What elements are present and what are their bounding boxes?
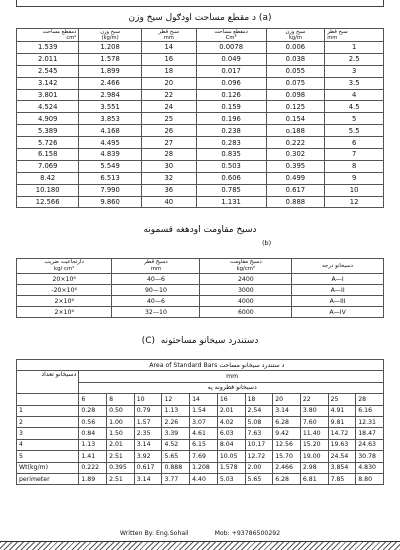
table-cell: 3.142 — [17, 77, 79, 89]
footer — [0, 530, 400, 537]
table-cell: 40—6 — [112, 274, 200, 285]
table-row — [17, 77, 384, 89]
table-cell: 1.41 — [79, 451, 107, 462]
table-cell: 24 — [141, 101, 196, 113]
table-row — [17, 101, 384, 113]
header-en: Area of Standard Bars — [79, 360, 217, 371]
table-cell: 32—10 — [112, 307, 200, 318]
table-cell: 7.990 — [79, 184, 141, 196]
bar-strength-table — [16, 258, 384, 318]
table-cell: 8 — [325, 160, 384, 172]
table-cell: 10.17 — [245, 439, 273, 450]
table-cell: 4.02 — [217, 416, 245, 427]
table-cell: 7.60 — [300, 416, 328, 427]
table-row — [17, 172, 384, 184]
diameter-cell: 8 — [107, 394, 135, 405]
table-cell: 1.208 — [79, 42, 141, 54]
table-cell: 7.069 — [17, 160, 79, 172]
table-cell: 0.049 — [196, 53, 266, 65]
table-cell: 4.61 — [190, 428, 218, 439]
table-cell: 0.075 — [266, 77, 325, 89]
table-cell: 3.14 — [134, 473, 162, 484]
table-cell: 2.26 — [162, 416, 190, 427]
table-cell: 36 — [141, 184, 196, 196]
table-row — [17, 113, 384, 125]
table-header-row — [17, 360, 384, 371]
table-cell: 40 — [141, 196, 196, 208]
table-cell: 15.70 — [273, 451, 301, 462]
table-cell: 3.5 — [325, 77, 384, 89]
table-cell: 2.98 — [300, 462, 328, 473]
row-label: 2 — [17, 416, 79, 427]
table-cell: A—IV — [292, 307, 384, 318]
table-cell: 2400 — [200, 274, 292, 285]
table-cell: 7.63 — [245, 428, 273, 439]
table-cell: 1.57 — [134, 416, 162, 427]
table-cell: 3.853 — [79, 113, 141, 125]
table-cell: 7.69 — [190, 451, 218, 462]
table-cell: 1.131 — [196, 196, 266, 208]
diameter-cell: 22 — [300, 394, 328, 405]
table-row — [17, 125, 384, 137]
table-cell: 10.05 — [217, 451, 245, 462]
table-cell: 30 — [141, 160, 196, 172]
table-cell: -20×10⁶ — [17, 285, 112, 296]
table-row — [17, 473, 384, 484]
table-cell: 1.539 — [17, 42, 79, 54]
table-cell: 8.04 — [217, 439, 245, 450]
table-cell: 5.5 — [325, 125, 384, 137]
table-cell: 2.00 — [245, 462, 273, 473]
table-cell: 4.40 — [190, 473, 218, 484]
table-cell: 4.91 — [328, 405, 356, 416]
table-cell: 0.835 — [196, 149, 266, 161]
table-cell: 0.096 — [196, 77, 266, 89]
col-header: دارتجاعیت ضریب kg/ cm² — [17, 259, 112, 274]
section-b-tag: (b) — [262, 239, 272, 247]
diameter-cell: 14 — [190, 394, 218, 405]
table-row — [17, 137, 384, 149]
diameter-cell: 16 — [217, 394, 245, 405]
table-cell: 0.125 — [266, 101, 325, 113]
section-a-title: (a) د مقطع مساحت اودګول سیخ وزن — [128, 13, 272, 23]
table-cell: 22 — [141, 89, 196, 101]
table-cell: 5.65 — [245, 473, 273, 484]
table-cell: 6.15 — [190, 439, 218, 450]
table-cell: 3.39 — [162, 428, 190, 439]
table-cell: 0.0078 — [196, 42, 266, 54]
table-row — [17, 149, 384, 161]
table-cell: 8.42 — [17, 172, 79, 184]
row-label: 4 — [17, 439, 79, 450]
table-cell: 3 — [325, 65, 384, 77]
table-cell: 26 — [141, 125, 196, 137]
table-cell: 5.389 — [17, 125, 79, 137]
table-cell: 12 — [325, 196, 384, 208]
table-cell: 0.017 — [196, 65, 266, 77]
col-header: دسیخانو درجه — [292, 259, 384, 274]
table-cell: 27 — [141, 137, 196, 149]
diameter-cell: 12 — [162, 394, 190, 405]
table-header-row — [17, 259, 384, 274]
table-row — [17, 307, 384, 318]
table-cell: 2.01 — [107, 439, 135, 450]
row-label: 5 — [17, 451, 79, 462]
table-cell: 4.495 — [79, 137, 141, 149]
table-cell: 0.196 — [196, 113, 266, 125]
table-row — [17, 462, 384, 473]
table-cell: 0.126 — [196, 89, 266, 101]
table-cell: 2.5 — [325, 53, 384, 65]
table-cell: 1.50 — [107, 428, 135, 439]
table-cell: o.188 — [266, 125, 325, 137]
col-header: دمقطع مساحت Cm² — [196, 29, 266, 42]
row-label: 3 — [17, 428, 79, 439]
col-header: سیخ قطر mm — [325, 29, 384, 42]
table-cell: 1.578 — [79, 53, 141, 65]
table-cell: 0.283 — [196, 137, 266, 149]
page-bottom-edge — [0, 541, 400, 550]
col-header: دسیخ مقاومت kg/cm² — [200, 259, 292, 274]
table-cell: 19.63 — [328, 439, 356, 450]
table-cell: 6.81 — [300, 473, 328, 484]
table-cell: 3.80 — [300, 405, 328, 416]
table-cell: 0.617 — [266, 184, 325, 196]
table-cell: 1.208 — [190, 462, 218, 473]
table-cell: 2.545 — [17, 65, 79, 77]
table-row — [17, 53, 384, 65]
table-cell: 5.726 — [17, 137, 79, 149]
table-cell: 9.81 — [328, 416, 356, 427]
table-cell: 15.20 — [300, 439, 328, 450]
diameter-cell: 18 — [245, 394, 273, 405]
table-cell: 0.888 — [162, 462, 190, 473]
table-cell: 2×10⁶ — [17, 307, 112, 318]
table-cell: 2.011 — [17, 53, 79, 65]
table-row — [17, 416, 384, 427]
table-cell: 2.51 — [107, 473, 135, 484]
table-cell: 90—10 — [112, 285, 200, 296]
table-cell: 0.56 — [79, 416, 107, 427]
table-cell: 0.503 — [196, 160, 266, 172]
diameter-cell: 10 — [134, 394, 162, 405]
table-cell: 1.00 — [107, 416, 135, 427]
table-cell: 12.56 — [273, 439, 301, 450]
table-cell: 3.92 — [134, 451, 162, 462]
diameter-cell: 6 — [79, 394, 107, 405]
table-cell: 2.466 — [79, 77, 141, 89]
table-cell: 0.888 — [266, 196, 325, 208]
table-row — [17, 65, 384, 77]
table-cell: 0.055 — [266, 65, 325, 77]
table-cell: 0.785 — [196, 184, 266, 196]
table-row — [17, 439, 384, 450]
table-cell: 8.80 — [356, 473, 384, 484]
table-row — [17, 42, 384, 54]
table-cell: 0.606 — [196, 172, 266, 184]
footer-author: Written By: Eng.Sohail — [119, 530, 189, 537]
table-cell: 5.549 — [79, 160, 141, 172]
table-cell: 11.40 — [300, 428, 328, 439]
table-cell: 2×10⁶ — [17, 296, 112, 307]
table-cell: 0.038 — [266, 53, 325, 65]
table-cell: 0.222 — [266, 137, 325, 149]
table-row — [17, 428, 384, 439]
count-label: دسیخانو تعداد — [17, 371, 79, 394]
table-cell: 1.89 — [79, 473, 107, 484]
table-cell: 6.03 — [217, 428, 245, 439]
table-cell: 7.85 — [328, 473, 356, 484]
table-cell: 12.566 — [17, 196, 79, 208]
table-cell: 4 — [325, 89, 384, 101]
row-label: Wt(kg/m) — [17, 462, 79, 473]
table-cell: 0.28 — [79, 405, 107, 416]
table-cell: 4.909 — [17, 113, 79, 125]
table-cell: 0.159 — [196, 101, 266, 113]
table-cell: 18 — [141, 65, 196, 77]
row-label: perimeter — [17, 473, 79, 484]
table-cell: 40—6 — [112, 296, 200, 307]
table-cell: 9 — [325, 172, 384, 184]
header-fa: د ستندرد سیخانو مساحت — [217, 360, 383, 371]
standard-bars-table — [16, 359, 384, 485]
table-cell: 25 — [141, 113, 196, 125]
table-cell: 2.466 — [273, 462, 301, 473]
table-cell: 24.54 — [328, 451, 356, 462]
table-cell: 0.154 — [266, 113, 325, 125]
row-label: 1 — [17, 405, 79, 416]
table-cell: A—II — [292, 285, 384, 296]
unit-label: mm — [79, 371, 384, 382]
table-cell: 3.14 — [134, 439, 162, 450]
table-row — [17, 89, 384, 101]
table-cell: 0.50 — [107, 405, 135, 416]
table-cell: 30.78 — [356, 451, 384, 462]
table-cell: 0.222 — [79, 462, 107, 473]
table-cell: 14 — [141, 42, 196, 54]
diameter-row — [17, 394, 384, 405]
table-cell: 3.801 — [17, 89, 79, 101]
table-cell: 6.16 — [356, 405, 384, 416]
table-cell: 12.72 — [245, 451, 273, 462]
section-c-title: دستندرد سیخانو مساحتونه (C) — [141, 336, 259, 346]
table-cell: 3.77 — [162, 473, 190, 484]
table-cell: 2.54 — [245, 405, 273, 416]
table-cell: 32 — [141, 172, 196, 184]
table-cell: 0.098 — [266, 89, 325, 101]
diameter-label: دسیخانو قطرونه په — [79, 382, 384, 393]
divider — [16, 6, 384, 7]
table-cell: 1.13 — [79, 439, 107, 450]
table-cell: 16 — [141, 53, 196, 65]
table-cell: 14.72 — [328, 428, 356, 439]
table-cell: 4.168 — [79, 125, 141, 137]
table-cell: 24.63 — [356, 439, 384, 450]
table-cell: 4000 — [200, 296, 292, 307]
table-cell: 2.51 — [107, 451, 135, 462]
table-cell: 4.524 — [17, 101, 79, 113]
table-cell: 0.395 — [107, 462, 135, 473]
table-cell: 3.14 — [273, 405, 301, 416]
table-header-row — [17, 371, 384, 382]
table-cell: 5.03 — [217, 473, 245, 484]
diameter-cell: 20 — [273, 394, 301, 405]
col-header: سیخ قطر mm — [141, 29, 196, 42]
col-header: سیخ وزن (kg/m) — [79, 29, 141, 42]
table-cell: 4.839 — [79, 149, 141, 161]
table-cell: 0.006 — [266, 42, 325, 54]
table-cell: 28 — [141, 149, 196, 161]
table-row — [17, 196, 384, 208]
table-cell: 2.984 — [79, 89, 141, 101]
col-header: دمقطع مساحت cm² — [17, 29, 79, 42]
col-header: دسیخ قطر mm — [112, 259, 200, 274]
table-cell: 4.52 — [162, 439, 190, 450]
table-row — [17, 451, 384, 462]
table-cell: 12.31 — [356, 416, 384, 427]
table-header-row — [17, 29, 384, 42]
table-cell: 10.180 — [17, 184, 79, 196]
table-cell: 9.42 — [273, 428, 301, 439]
table-row — [17, 184, 384, 196]
table-cell: 19.00 — [300, 451, 328, 462]
table-cell: 5.08 — [245, 416, 273, 427]
diameter-cell: 25 — [328, 394, 356, 405]
table-cell: 6.158 — [17, 149, 79, 161]
table-cell: 3000 — [200, 285, 292, 296]
table-cell: 1.899 — [79, 65, 141, 77]
table-cell: 0.499 — [266, 172, 325, 184]
table-cell: 5.65 — [162, 451, 190, 462]
table-cell: 1.54 — [190, 405, 218, 416]
table-cell: 3.551 — [79, 101, 141, 113]
table-row — [17, 296, 384, 307]
table-cell: A—I — [292, 274, 384, 285]
table-cell: 10 — [325, 184, 384, 196]
table-cell: 6.513 — [79, 172, 141, 184]
footer-mobile: Mob: +93786500292 — [214, 530, 281, 537]
table-cell: 20 — [141, 77, 196, 89]
bar-weight-table — [16, 28, 384, 208]
table-cell: 20×10⁶ — [17, 274, 112, 285]
table-cell: 1 — [325, 42, 384, 54]
col-header: سیخ وزن kg/m — [266, 29, 325, 42]
table-cell: 6.28 — [273, 473, 301, 484]
table-cell: 18.47 — [356, 428, 384, 439]
table-row — [17, 285, 384, 296]
table-cell: 5 — [325, 113, 384, 125]
table-cell: 6.28 — [273, 416, 301, 427]
table-cell: 9.860 — [79, 196, 141, 208]
table-cell: 1.13 — [162, 405, 190, 416]
table-cell: 3.07 — [190, 416, 218, 427]
table-cell: 3.854 — [328, 462, 356, 473]
table-cell: 0.238 — [196, 125, 266, 137]
table-cell: A—III — [292, 296, 384, 307]
table-cell: 0.302 — [266, 149, 325, 161]
table-row — [17, 405, 384, 416]
table-cell: 4.830 — [356, 462, 384, 473]
table-cell: 0.84 — [79, 428, 107, 439]
table-cell: 2.01 — [217, 405, 245, 416]
table-cell: 4.5 — [325, 101, 384, 113]
table-cell: 1.578 — [217, 462, 245, 473]
section-b-title: دسیخ مقاومت اودهغه قسمونه — [143, 225, 257, 235]
table-cell: 0.395 — [266, 160, 325, 172]
table-cell: 0.79 — [134, 405, 162, 416]
diameter-cell: 28 — [356, 394, 384, 405]
table-cell: 0.617 — [134, 462, 162, 473]
table-cell: 6000 — [200, 307, 292, 318]
table-row — [17, 160, 384, 172]
table-cell: 7 — [325, 149, 384, 161]
table-cell: 6 — [325, 137, 384, 149]
table-cell: 2.35 — [134, 428, 162, 439]
table-row — [17, 274, 384, 285]
